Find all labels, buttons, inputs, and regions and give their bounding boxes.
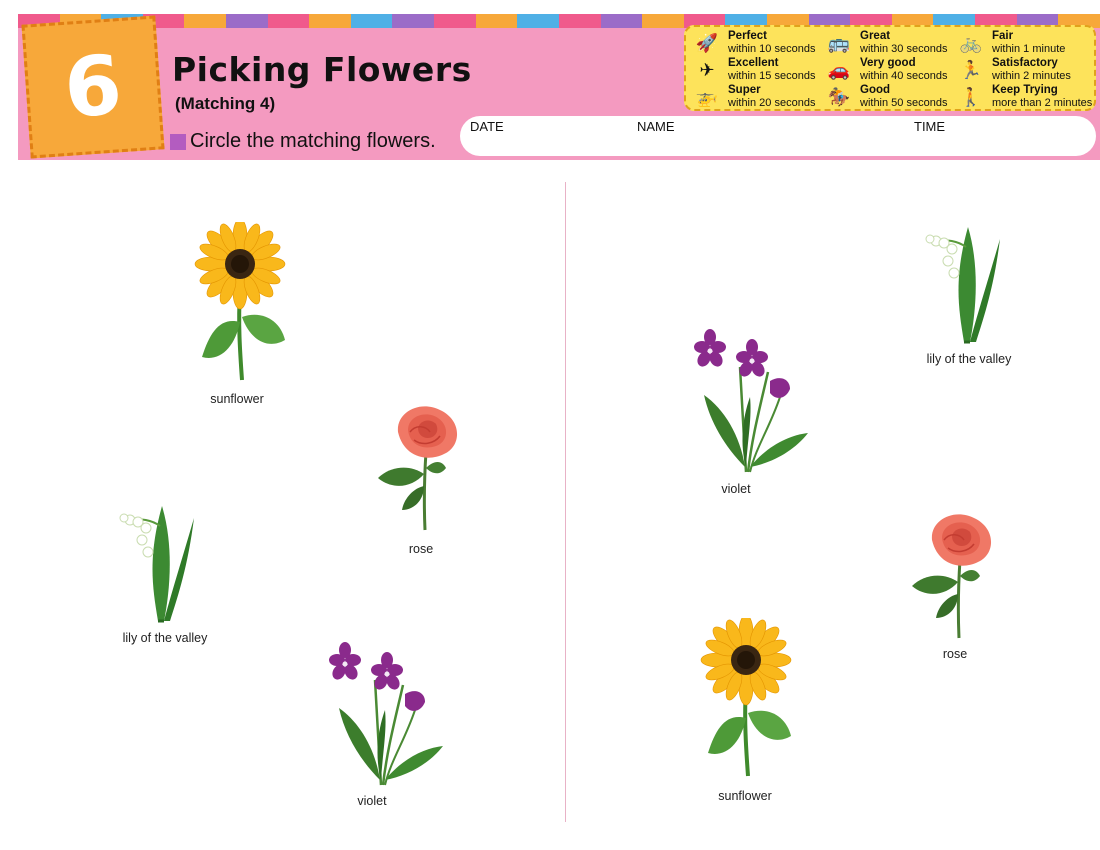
stripe-segment — [351, 14, 393, 28]
date-field-label: DATE — [470, 119, 504, 134]
runner-icon: 🏃 — [959, 60, 983, 80]
score-item-keep-trying: 🚶 Keep Trying more than 2 minutes — [959, 84, 1093, 109]
lily-of-the-valley-image-left[interactable] — [112, 496, 202, 631]
flower-label: sunflower — [718, 789, 772, 803]
stripe-segment — [476, 14, 518, 28]
score-item-super: 🚁 Super within 20 seconds — [695, 84, 816, 109]
crawling-person-icon: 🚶 — [959, 87, 983, 107]
stripe-segment — [226, 14, 268, 28]
score-chart — [684, 25, 1096, 111]
horse-rider-icon: 🏇 — [827, 87, 851, 107]
activity-number: 6 — [61, 37, 125, 137]
bicycle-icon: 🚲 — [959, 33, 983, 53]
flower-label: violet — [357, 794, 387, 808]
stripe-segment — [268, 14, 310, 28]
info-fields-box[interactable] — [460, 116, 1096, 156]
score-item-good: 🏇 Good within 50 seconds — [827, 84, 948, 109]
sunflower-image-left[interactable] — [180, 222, 300, 387]
page-title: Picking Flowers — [172, 50, 472, 89]
helicopter-icon: 🚁 — [695, 87, 719, 107]
stripe-segment — [184, 14, 226, 28]
flower-label: rose — [942, 647, 968, 661]
violet-image-left[interactable] — [325, 640, 455, 795]
time-field-label: TIME — [914, 119, 946, 134]
stripe-segment — [517, 14, 559, 28]
lily-of-the-valley-image-right[interactable] — [918, 217, 1008, 352]
flower-label: sunflower — [210, 392, 264, 406]
flower-label: lily of the valley — [122, 631, 208, 645]
score-item-perfect: 🚀 Perfect within 10 seconds — [695, 30, 816, 55]
stripe-segment — [434, 14, 476, 28]
flower-label: violet — [721, 482, 751, 496]
score-item-fair: 🚲 Fair within 1 minute — [959, 30, 1066, 55]
score-item-great: 🚌 Great within 30 seconds — [827, 30, 948, 55]
score-item-excellent: ✈ Excellent within 15 seconds — [694, 57, 814, 83]
sunflower-image-right[interactable] — [686, 618, 806, 783]
stripe-segment — [309, 14, 351, 28]
page-divider — [565, 182, 566, 822]
rose-image-right[interactable] — [904, 510, 1004, 645]
score-item-very-good: 🚗 Very good within 40 seconds — [827, 57, 948, 82]
activity-number-badge — [21, 15, 164, 158]
flower-label: rose — [408, 542, 434, 556]
stripe-segment — [392, 14, 434, 28]
instruction-bullet — [170, 134, 186, 150]
stripe-segment — [559, 14, 601, 28]
stripe-segment — [601, 14, 643, 28]
score-item-satisfactory: 🏃 Satisfactory within 2 minutes — [959, 57, 1071, 82]
violet-image-right[interactable] — [690, 327, 820, 482]
instruction-text: Circle the matching flowers. — [190, 130, 436, 152]
airplane-icon: ✈ — [699, 60, 715, 80]
name-field-label: NAME — [637, 119, 675, 134]
page-subtitle: (Matching 4) — [175, 94, 276, 113]
car-icon: 🚗 — [827, 60, 851, 80]
bus-icon: 🚌 — [827, 33, 851, 53]
stripe-segment — [642, 14, 684, 28]
flower-label: lily of the valley — [926, 352, 1012, 366]
rose-image-left[interactable] — [370, 402, 470, 537]
rocket-icon: 🚀 — [695, 33, 719, 53]
